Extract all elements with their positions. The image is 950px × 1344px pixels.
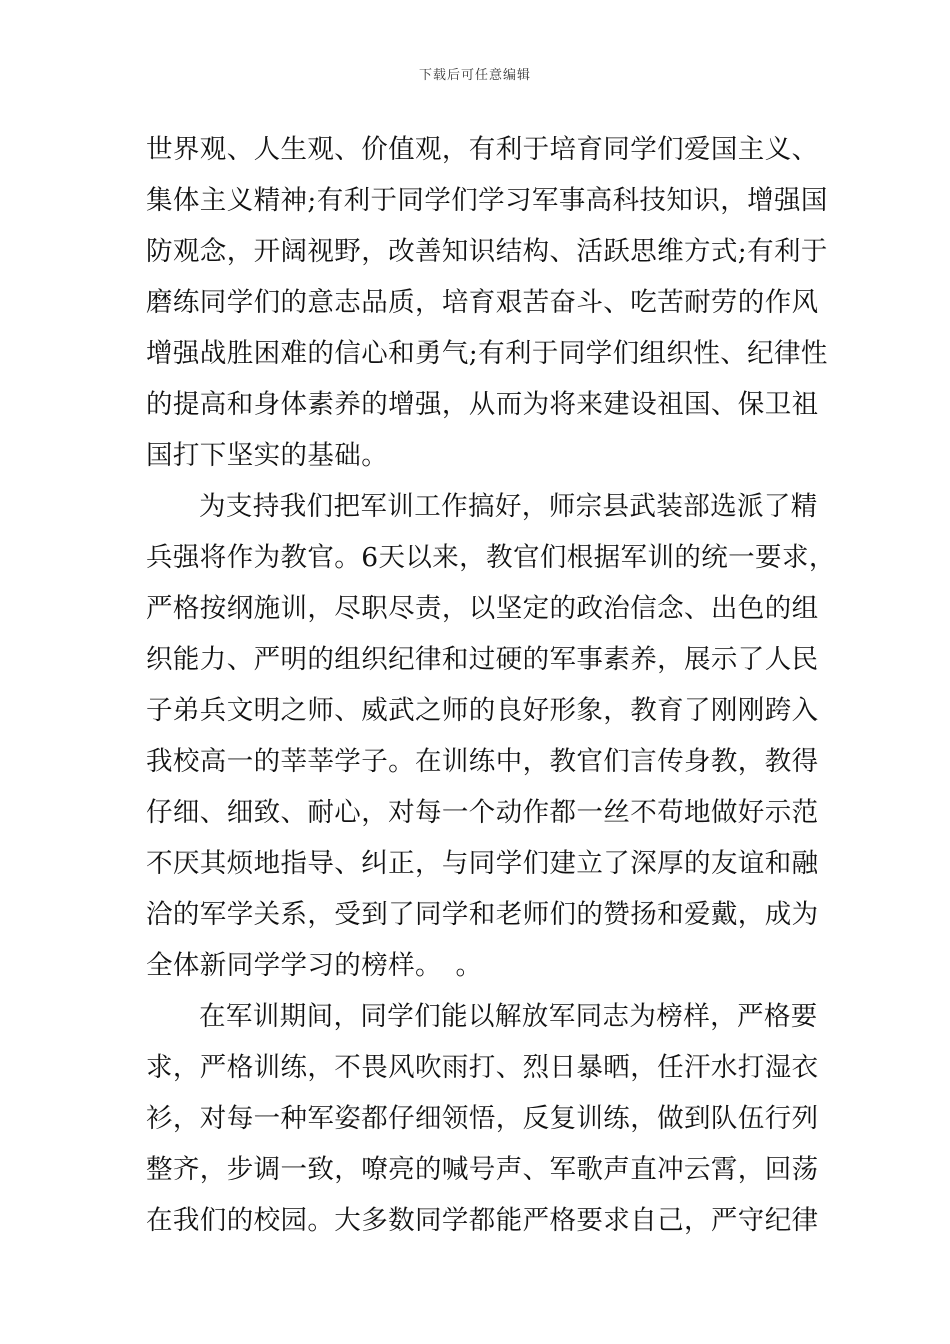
text-line: 仔细、细致、耐心，对每一个动作都一丝不苟地做好示范	[146, 797, 819, 828]
text-line: 集体主义精神;有利于同学们学习军事高科技知识，增强国	[146, 185, 828, 216]
paragraph-2	[146, 481, 836, 991]
text-line: 织能力、严明的组织纪律和过硬的军事素养，展示了人民	[146, 644, 819, 675]
text-line: 洽的军学关系，受到了同学和老师们的赞扬和爱戴，成为	[146, 899, 819, 930]
text-line: 整齐，步调一致，嘹亮的喊号声、军歌声直冲云霄，回荡	[146, 1154, 819, 1185]
text-line: 子弟兵文明之师、威武之师的良好形象，教育了刚刚跨入	[146, 695, 819, 726]
page-header: 下载后可任意编辑	[418, 68, 531, 83]
text-line: 我校高一的莘莘学子。在训练中，教官们言传身教，教得	[146, 746, 819, 777]
text-line: 兵强将作为教官。6天以来，教官们根据军训的统一要求，	[146, 542, 836, 573]
text-line: 增强战胜困难的信心和勇气;有利于同学们组织性、纪律性	[146, 338, 828, 369]
text-line: 的提高和身体素养的增强，从而为将来建设祖国、保卫祖	[146, 389, 819, 420]
text-line: 严格按纲施训，尽职尽责，以坚定的政治信念、出色的组	[146, 593, 819, 624]
paragraph-3	[146, 991, 818, 1246]
text-line: 不厌其烦地指导、纠正，与同学们建立了深厚的友谊和融	[146, 848, 819, 879]
text-line: 在军训期间，同学们能以解放军同志为榜样，严格要	[199, 1001, 818, 1032]
text-line: 国打下坚实的基础。	[146, 440, 389, 471]
document-body	[146, 124, 836, 1246]
paragraph-1	[146, 124, 828, 481]
text-line: 为支持我们把军训工作搞好，师宗县武装部选派了精	[199, 491, 818, 522]
text-line: 磨练同学们的意志品质，培育艰苦奋斗、吃苦耐劳的作风	[146, 287, 819, 318]
text-line: 衫，对每一种军姿都仔细领悟，反复训练，做到队伍行列	[146, 1103, 819, 1134]
text-line: 全体新同学学习的榜样。 。	[146, 950, 483, 981]
text-line: 求，严格训练，不畏风吹雨打、烈日暴晒，任汗水打湿衣	[146, 1052, 819, 1083]
text-line: 在我们的校园。大多数同学都能严格要求自己，严守纪律	[146, 1205, 819, 1236]
text-line: 防观念，开阔视野，改善知识结构、活跃思维方式;有利于	[146, 236, 828, 267]
text-line: 世界观、人生观、价值观，有利于培育同学们爱国主义、	[146, 134, 819, 165]
